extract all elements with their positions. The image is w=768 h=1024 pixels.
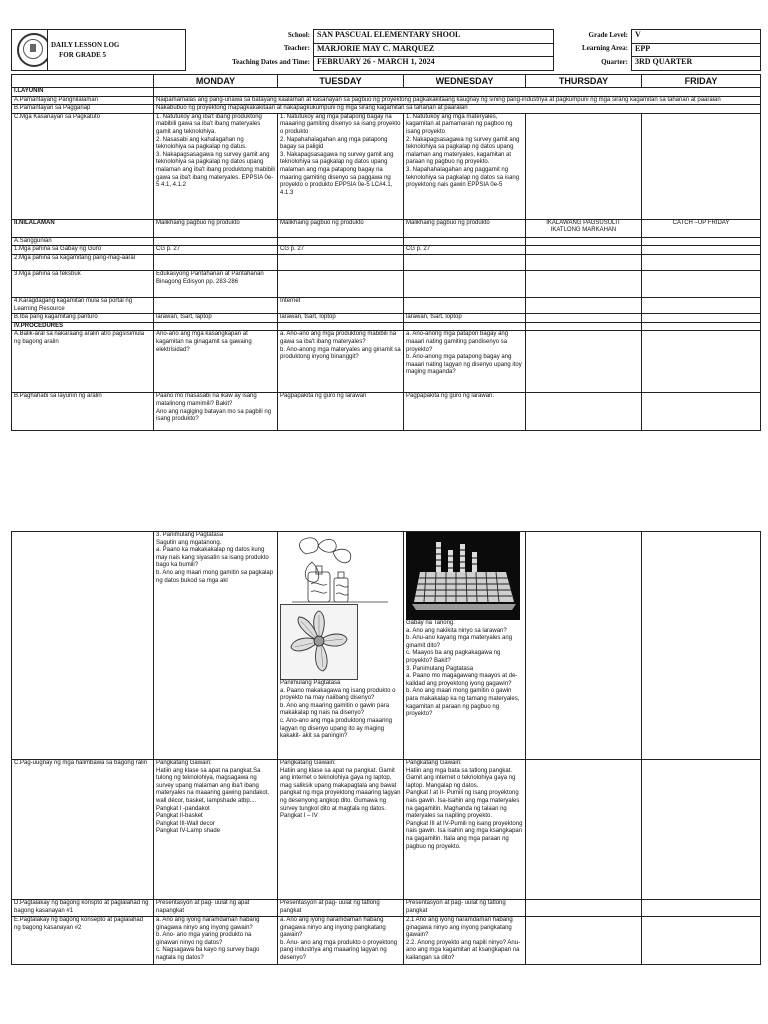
konsepto1-wednesday: Presentasyon at pag- uulat ng tatlong pangkat [404,900,526,917]
row-label-pag-uugnay: C.Pag-uugnay ng mga halimbawa sa bagong ralin [12,760,154,900]
nilalaman-tuesday: Malikhaing pagbuo ng produkto [278,219,404,237]
paghahabi-tuesday: Pagpapakita ng guro ng larawan [278,393,404,431]
lesson-table-page-2 [11,531,761,965]
gabay-guro-monday: CG p. 27 [154,246,278,255]
konsepto2-wednesday: 2.1 Ano ang iyong naramdaman habang ginagawa ninyo ang inyong pangkatang gawain? 2.2. Anong proyekto ang napili ninyo? Anu-ano ang mga kagamitan at ksangkapan na kailangan sa dito? [404,917,526,965]
gabay-guro-wednesday: CG p. 27 [404,246,526,255]
row-label-paghahabi: B.Paghahabi sa layunin ng aralin [12,393,154,431]
konsepto1-monday: Presentasyon at pag- uulat ng apat napangkat [154,900,278,917]
teksbuk-monday: Edukasyong Pantahanan at Pantahanan Binagong Edisyon pp. 283-286 [154,270,278,297]
balik-aral-tuesday: a. Ano-ano ang mga produktong mabibili na gawa sa iba't ibang materyales? b. Ano-anong mga materyales ang ginamit sa produktong inyong binanggit? [278,331,404,393]
row-label-gabay-guro: 1.Mga pahina sa Gabay ng Guro [12,246,154,255]
teacher-label: Teacher: [283,44,310,53]
dates-label: Teaching Dates and Time: [232,57,310,66]
nilalaman-thursday: IKALAWANG PAGSUSULIT IKATLONG MARKAHAN [526,219,642,237]
pag-uugnay-tuesday: Pangkatang Gawain: Hatiin ang klase sa apat na pangkat. Gamit ang internet o teknolohiya gaya ng laptop, mag saliksik upang makapagtala ang bawat pangkat ng mga proyektong maaaring lagyan ng desenyong angkop dito. Gumawa ng survey tungkol dito at magtala ng datos. Pangkat I – IV [278,760,404,900]
section-layunin: I.LAYUNIN [12,88,154,97]
paghahabi-monday: Paano mo masasabi na ikaw ay isang matalinong mamimili? Bakit? Ano ang nagiging batayan mo sa pagbili ng isang produkto? [154,393,278,431]
school-label: School: [287,30,310,39]
nilalaman-friday: CATCH –UP FRIDAY [642,219,761,237]
balik-aral-wednesday: a. Ano-anong mga patapon bagay ang maaari nating gamiting pandisenyo sa proyekto? b. Ano-anong mga patapong bagay ang maaari nating lagyan ng disenyo upang itoy maging maganda? [404,331,526,393]
page2-first-wednesday-cell [404,532,526,760]
portal-tuesday: Internet [278,297,404,313]
day-header-row [12,75,761,88]
page2-first-wednesday: Gabay na Tanong: a. Ano ang nakikita ninyo sa larawan? b. Anu-ano kayang mga materyales ang ginamit dito? c. Maayos ba ang pagkakagawa ng proyekto? Bakit? 3. Panimulang Pagtatasa a. Paano mo magagawang maayos at de-kalidad ang proyektong iyong gagawin? b. Ano ang maari mong gamitin o gawin para makakalap ka ng tamang materyales, kagamitan at paraan ng pagbuo ng proyekto? [406,620,520,718]
row-label-sanggunian: A.Sanggunian [12,237,154,246]
day-friday: FRIDAY [642,75,761,88]
pag-uugnay-wednesday: Pangkatang Gawain: Hatiin ang mga bata sa tatlong pangkat. Gamit ang internet o teknolohiya gaya ng laptop. Mangalap ng datos. Pangkat I at II- Pumili ng isang proyektong nais gawin. Isa-isahin ang mga materyales na gagamitin. Maghanda ng talaan ng materyales sa napiling proyekto. Pangkat III at IV-Pumili ng isang proyektong nais gawin. Isa isahin ang mga ksangkapan na gagamitin. Itala ang mga paraan ng pagbuo ng proyekto. [404,760,526,900]
day-monday: MONDAY [154,75,278,88]
teacher-value: MARJORIE MAY C. MARQUEZ [314,43,554,57]
row-label-kagamitang-mag-aaral: 2.Mga pahina sa kagamitang pang-mag-aaral [12,254,154,270]
panturo-wednesday: larawan, tsart, loptop [404,314,526,323]
deped-seal-cell [12,30,48,71]
quarter-value: 3RD QUARTER [632,57,761,71]
gabay-guro-tuesday: CG p. 27 [278,246,404,255]
day-thursday: THURSDAY [526,75,642,88]
row-label-konsepto1: D.Pagtalakay ng bagong konspto at paglalahad ng bagong kasanayan #1 [12,900,154,917]
kasanayan-tuesday: 1. Natutukoy ang mga patapong bagay na maaaring gamiting disenyo sa isang proyekto o produkto 2. Napahahalagahan ang mga patapong bagay sa paligid 3. Nakapagsasagawa ng survey gamit ang teknolohiya sa pagkalap ng datos upang malaman ang mga patapong bagay na maaring gamiting disenyo sa paggawa ng proyekto o produkto EPPSIA 0e-5 LC#4.1, 4.1.3 [278,113,404,219]
row-label-balik-aral: A.Balik-aral sa nakaraang aralin at/o pagsisimula ng bagong aralin [12,331,154,393]
decorated-bottles-image [278,532,402,604]
title-line-1: DAILY LESSON LOG [51,40,120,49]
day-wednesday: WEDNESDAY [404,75,526,88]
title-line-2: FOR GRADE 5 [59,51,107,59]
konsepto1-tuesday: Presentasyon at pag- uulat ng tatlong pangkat [278,900,404,917]
grade-value: V [632,30,761,44]
row-label-kasanayan: C.Mga Kasanayan sa Pagkatuto [12,113,154,219]
panturo-tuesday: larawan, tsart, loptop [278,314,404,323]
row-label-portal: 4.Karagdagang kagamitan mula sa portal ng Learning Resource [12,297,154,313]
header-table [11,29,761,71]
kasanayan-monday: 1. Natutukoy ang iba't ibang produktong mabibili gawa sa iba't ibang materyales gamit ang teknolohiya. 2. Nasasabi ang kahalagahan ng teknolohiya sa pagkalap ng datus. 3. Nakapagsasagawa ng survey gamit ang teknolohiya sa pagkalap ng datos upang malaman ang iba't ibang produktong mabibili gawa sa iba't ibang materyales. EPPSIA 0e-5 4.1, 4.1.2 [154,113,278,219]
title-cell [48,30,186,71]
row-label-teksbuk: 3.Mga pahina sa teksbuk [12,270,154,297]
row-label-konsepto2: E.Pagtalakay ng bagong konsepto at paglalahad ng bagong kasanayan #2 [12,917,154,965]
quarter-label: Quarter: [601,57,628,66]
woven-basket-image [406,532,520,620]
row-label-panturo: B.Iba pang kagamitang panturo [12,314,154,323]
section-procedures: IV.PROCEDURES [12,322,154,331]
area-value: EPP [632,43,761,57]
panturo-monday: larawan, tsart, laptop [154,314,278,323]
school-value: SAN PASCUAL ELEMENTARY SHOOL [314,30,554,44]
balik-aral-monday: Ano-ano ang mga kasangkapan at kagamitan na ginagamit sa gawaing elektrisidad? [154,331,278,393]
dates-value: FEBRUARY 26 - MARCH 1, 2024 [314,57,554,71]
nilalaman-wednesday: Malikhaing pagbuo ng produkto [404,219,526,237]
row-label-pamantayang-pangnilalaman: A.Pamantayang Pangnilalaman [12,96,154,105]
konsepto2-tuesday: a. Ano ang iyong naramdaman habang ginagawa ninyo ang inyong pangkatang gawain? b. Anu- ano ang mga produkto o proyektong pang industriya ang maaaring lagyan ng desenyo? [278,917,404,965]
pamantayang-pangnilalaman-text: Naipamamalas ang pang-unawa sa batayang kaalaman at kasanayan sa pagbuo ng proyektong pagkakakitaang kaugnay ng sining pang-industriya at pagkumpuni ng mga sirang kagamitan sa tahanan at paaralan [154,96,761,105]
page2-first-monday: 3. Panimulang Pagtatasa Sagutin ang mgatanong. a. Paano ka makakakalap ng datos kung may nais kang siyasatin sa isang produkto bago ka bumili? b. Ano ang maari mong gamitin sa pagkalap ng datos bukod sa mga akl [154,532,278,760]
paghahabi-wednesday: Pagpapakita ng guro ng larawan. [404,393,526,431]
nilalaman-monday: Malikhaing pagbuo ng produkto [154,219,278,237]
kasanayan-wednesday: 1. Natutukoy ang mga materyales, kagamitan at pamamaran ng pagboo ng isang proyekto 2. Nakapagsasagawa ng survey gamit ang teknolohiya sa pagkalap ng datos upang malaman ang materyales, kagamitan at paraan ng pagbuo ng proyekto. 3. Napahahalagahan ang paggamit ng teknolohiya sa pagkalap ng datos sa isang proyektong nais gawin EPPSIA 0e-5 [404,113,526,219]
page2-first-tuesday-cell [278,532,404,760]
row-label-nilalaman: II.NILALAMAN [12,219,154,237]
area-label: Learning Area: [582,44,628,53]
grade-label: Grade Level: [588,30,628,39]
pag-uugnay-monday: Pangkatang Gawain: Hatiin ang klase sa apat na pangkat.Sa tulong ng teknolohiya, magsagawa ng survey upang malaman ang iba't ibang materyales na maaaring gawing pandakot, wall décor, basket, lampshade atbp.... Pangkat I -pandakot Pangkat II-basket Pangkat III-Wall decor Pangkat IV-Lamp shade [154,760,278,900]
page2-first-tuesday: Panimulang Pagtatasa a. Paano makakagawa ng isang produkto o proyekto na may naiibang disenyo? b. Ano ang maaring gamitin o gawin para makakalap ng nais na disenyo? c. Ano-ano ang mga produktong maaaring lagyan ng disenyo upang ito ay maging kakakit- akit sa paningin? [280,680,396,740]
flower-design-image [280,604,358,680]
row-label-pamantayan-sa-pagganap: B.Pamantayan sa Pagganap [12,105,154,114]
lesson-table-page-1 [11,74,761,431]
day-tuesday: TUESDAY [278,75,404,88]
konsepto2-monday: a. Ano ang iyong naramdaman habang ginagawa ninyo ang inyong gawain? b. Ano- ano mga yaring produkto na ginawan ninyo ng datos? c. Nagsagawa ba kayo ng survey bago nagtala ng datos? [154,917,278,965]
deped-seal-icon [17,33,48,67]
pamantayan-sa-pagganap-text: Nakabubuo ng proyektong mapagkakakitaan at nakapagkukumpuni ng mga sirang kagamitan sa tahanan at paaralan [154,105,761,114]
